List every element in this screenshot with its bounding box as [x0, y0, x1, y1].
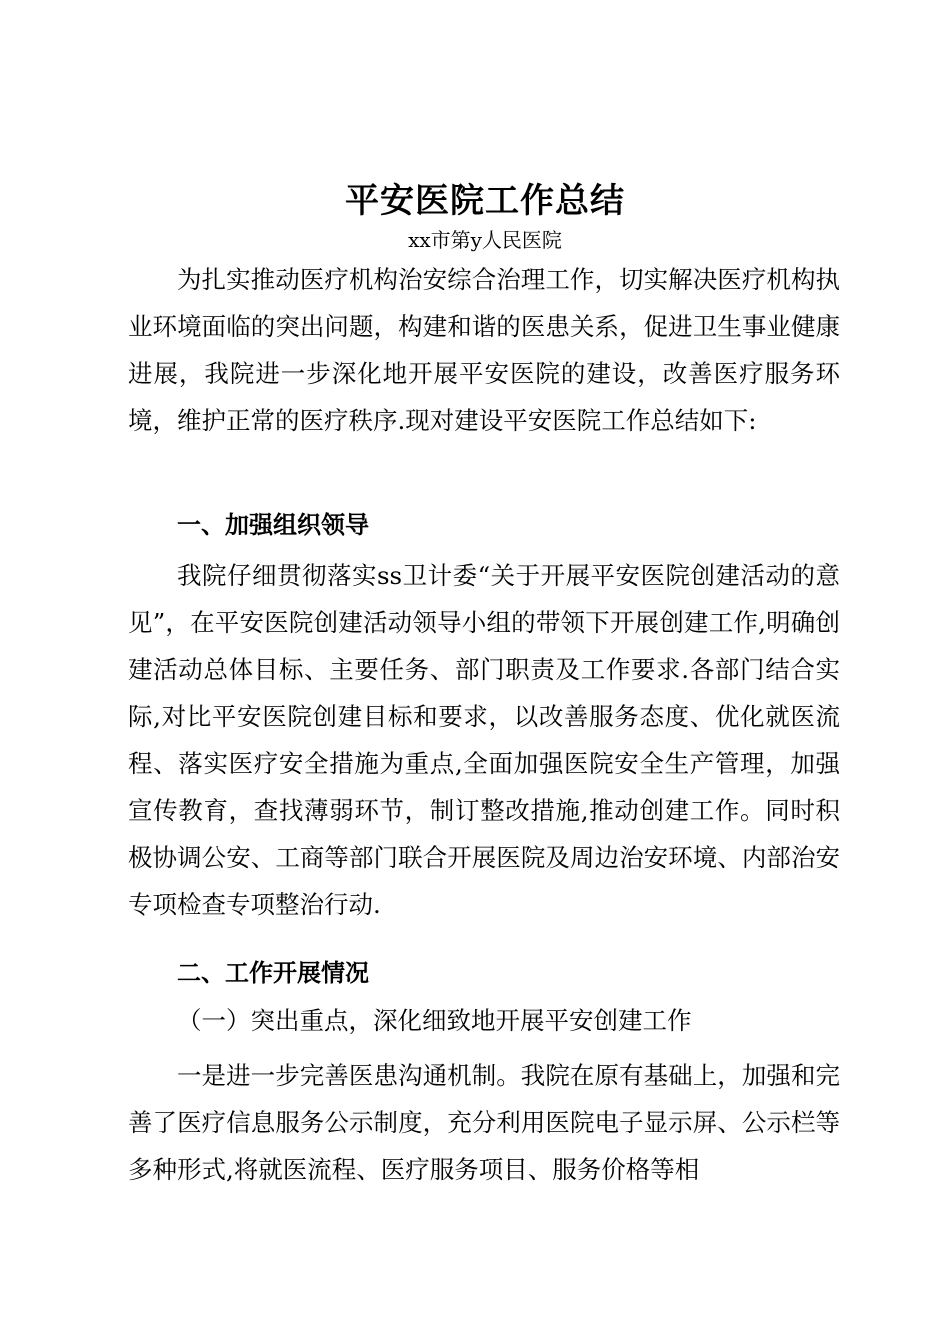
section-2-paragraph: 一是进一步完善医患沟通机制。我院在原有基础上，加强和完善了医疗信息服务公示制度，充分利用医院电子显示屏、公示栏等多种形式,将就医流程、医疗服务项目、服务价格等相 [128, 1061, 840, 1184]
section-2-subheading: （一）突出重点，深化细致地开展平安创建工作 [177, 1006, 692, 1035]
document-title: 平安医院工作总结 [345, 181, 625, 221]
section-1-paragraph: 我院仔细贯彻落实ss卫计委“关于开展平安医院创建活动的意见”，在平安医院创建活动领导小组的带领下开展创建工作,明确创建活动总体目标、主要任务、部门职责及工作要求.各部门结合实际,对比平安医院创建目标和要求，以改善服务态度、优化就医流程、落实医疗安全措施为重点,全面加强医院安全生产管理，加强宣传教育，查找薄弱环节，制订整改措施,推动创建工作。同时积极协调公安、工商等部门联合开展医院及周边治安环境、内部治安专项检查专项整治行动. [128, 561, 840, 919]
document-subtitle: xx市第y人民医院 [408, 228, 562, 252]
section-heading-1: 一、加强组织领导 [177, 511, 369, 539]
section-heading-2: 二、工作开展情况 [177, 959, 369, 987]
intro-paragraph: 为扎实推动医疗机构治安综合治理工作，切实解决医疗机构执业环境面临的突出问题，构建和谐的医患关系，促进卫生事业健康进展，我院进一步深化地开展平安医院的建设，改善医疗服务环境，维护正常的医疗秩序.现对建设平安医院工作总结如下: [128, 265, 840, 435]
